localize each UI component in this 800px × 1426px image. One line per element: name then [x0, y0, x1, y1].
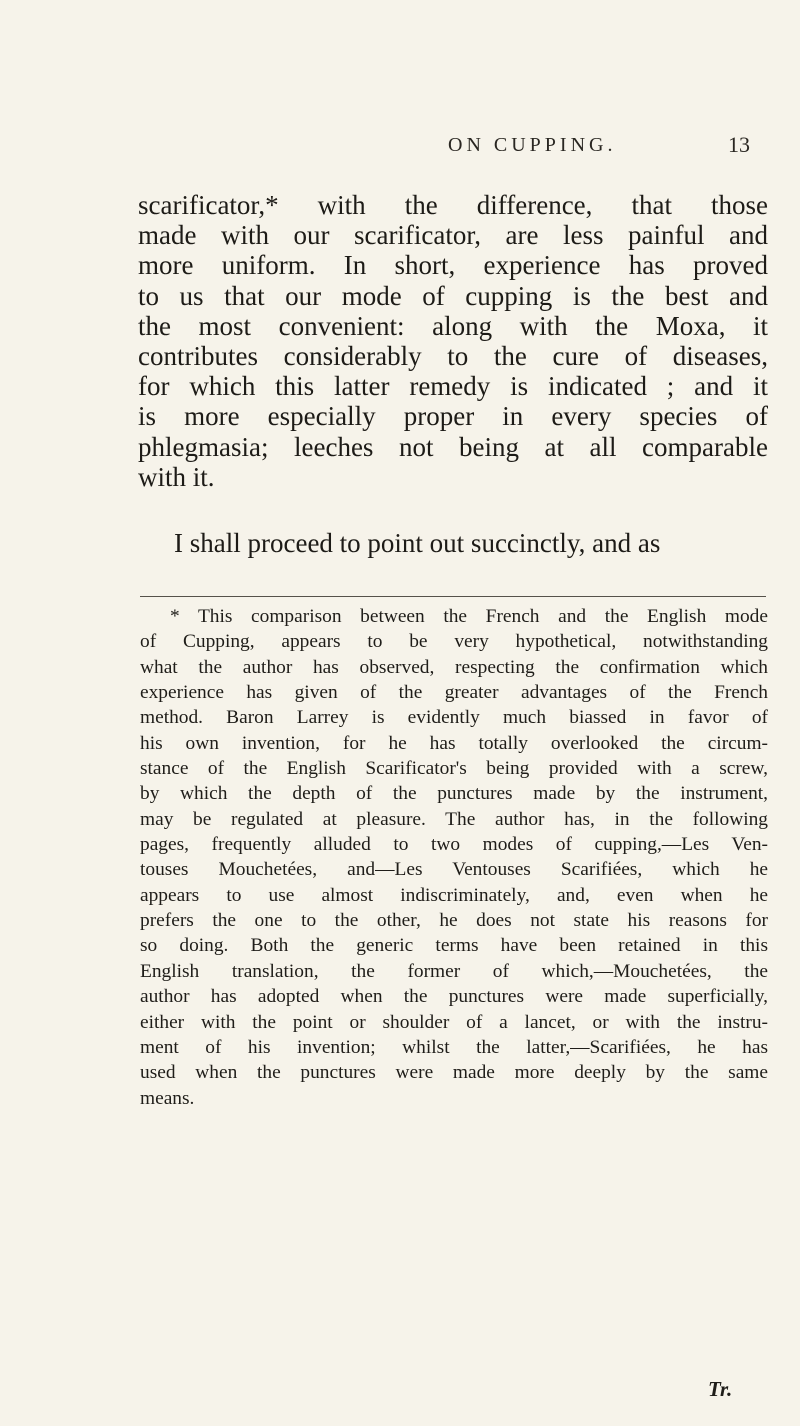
- text-line: with it.: [138, 461, 215, 492]
- footnote-line: so doing. Both the generic terms have been retained in this: [140, 935, 768, 957]
- footnote-line: means.: [140, 1087, 195, 1109]
- text-line: made with our scarificator, are less painful and: [138, 220, 768, 251]
- text-line: I shall proceed to point out succinctly, and as: [174, 528, 661, 559]
- footnote-rule: [140, 596, 766, 597]
- text-line: more uniform. In short, experience has proved: [138, 250, 768, 281]
- footnote-line: method. Baron Larrey is evidently much biassed in favor of: [140, 707, 768, 729]
- footnote-line: ment of his invention; whilst the latter,—Scarifiées, he has: [140, 1036, 768, 1058]
- footnote-line: author has adopted when the punctures were made superficially,: [140, 986, 768, 1008]
- footnote-line: appears to use almost indiscriminately, and, even when he: [140, 884, 768, 906]
- page-header: [300, 134, 750, 164]
- footnote-line: of Cupping, appears to be very hypothetical, notwithstanding: [140, 631, 768, 653]
- footnote-line: pages, frequently alluded to two modes of cupping,—Les Ven-: [140, 834, 768, 856]
- footnote-line: what the author has observed, respecting the confirmation which: [140, 656, 768, 678]
- footnote-line: may be regulated at pleasure. The author has, in the following: [140, 808, 768, 830]
- footnote-line: either with the point or shoulder of a lancet, or with the instru-: [140, 1011, 768, 1033]
- footnote-line: his own invention, for he has totally overlooked the circum-: [140, 732, 768, 754]
- footnote-line: used when the punctures were made more deeply by the same: [140, 1062, 768, 1084]
- text-line: scarificator,* with the difference, that those: [138, 190, 768, 220]
- paragraph: [138, 528, 768, 558]
- text-line: the most convenient: along with the Moxa, it: [138, 310, 768, 341]
- footnote-line: English translation, the former of which,—Mouchetées, the: [140, 960, 768, 982]
- footnote-line: * This comparison between the French and the English mode: [170, 606, 768, 627]
- footnote-line: touses Mouchetées, and—Les Ventouses Scarifiées, which he: [140, 859, 768, 881]
- text-line: for which this latter remedy is indicated ; and it: [138, 371, 768, 402]
- footnote-line: experience has given of the greater advantages of the French: [140, 682, 768, 704]
- footnote-line: stance of the English Scarificator's being provided with a screw,: [140, 758, 768, 780]
- catchword: Tr.: [708, 1377, 733, 1401]
- text-line: to us that our mode of cupping is the best and: [138, 280, 768, 311]
- paragraph: [138, 190, 768, 492]
- footnote: [140, 604, 768, 1111]
- text-line: is more especially proper in every species of: [138, 401, 768, 432]
- body-text: [138, 190, 768, 558]
- footnote-line: by which the depth of the punctures made by the instrument,: [140, 783, 768, 805]
- text-line: contributes considerably to the cure of diseases,: [138, 341, 768, 372]
- text-line: phlegmasia; leeches not being at all comparable: [138, 431, 768, 462]
- page-number: 13: [728, 132, 750, 157]
- running-head: ON CUPPING.: [448, 134, 617, 156]
- footnote-line: prefers the one to the other, he does not state his reasons for: [140, 910, 768, 932]
